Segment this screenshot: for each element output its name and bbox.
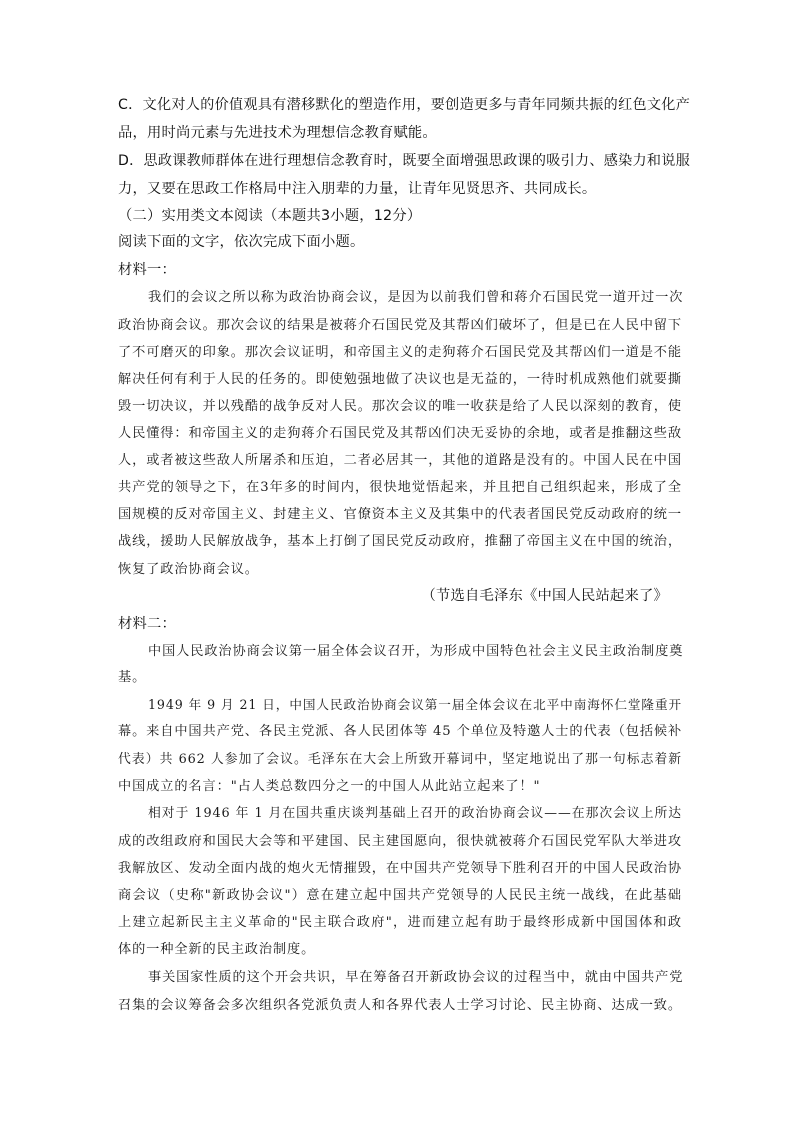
option-d-line-1: D．思政课教师群体在进行理想信念教育时，既要全面增强思政课的吸引力、感染力和说服 xyxy=(118,153,690,169)
material-2-line: 代表）共 662 人参加了会议。毛泽东在大会上所致开幕词中，坚定地说出了那一句标志着新 xyxy=(118,752,682,767)
material-2-line: 商会议（史称"新政协会议"）意在建立起中国共产党领导的人民民主统一战线，在此基础 xyxy=(118,888,682,903)
material-1-line: 毁一切决议，并以残酷的战争反对人民。那次会议的唯一收获是给了人民以深刻的教育，使 xyxy=(118,399,682,414)
material-1-line: 了不可磨灭的印象。那次会议证明，和帝国主义的走狗蒋介石国民党及其帮凶们一道是不能 xyxy=(118,345,682,360)
option-d-line-2: 力，又要在思政工作格局中注入朋辈的力量，让青年见贤思齐、共同成长。 xyxy=(118,181,597,197)
material-1-line: 人民懂得：和帝国主义的走狗蒋介石国民党及其帮凶们决无妥协的余地，或者是推翻这些敌 xyxy=(118,426,682,441)
material-1-line: 国规模的反对帝国主义、封建主义、官僚资本主义及其集中的代表者国民党反动政府的统一 xyxy=(118,507,682,522)
option-c-line-1: C．文化对人的价值观具有潜移默化的塑造作用，要创造更多与青年同频共振的红色文化产 xyxy=(118,97,690,113)
material-1-line: 恢复了政治协商会议。 xyxy=(118,562,259,577)
material-1-line: 政治协商会议。那次会议的结果是被蒋介石国民党及其帮凶们破坏了，但是已在人民中留下 xyxy=(118,318,682,333)
material-2-label: 材料二： xyxy=(118,616,176,632)
material-2-line: 召集的会议筹备会多次组织各党派负责人和各界代表人士学习讨论、民主协商、达成一致。 xyxy=(118,998,682,1013)
material-2-line: 中国人民政治协商会议第一届全体会议召开，为形成中国特色社会主义民主政治制度奠 xyxy=(148,644,684,659)
material-2-line: 相对于 1946 年 1 月在国共重庆谈判基础上召开的政治协商会议——在那次会议上所达 xyxy=(148,806,682,821)
material-2-line: 中国成立的名言："占人类总数四分之一的中国人从此站立起来了！" xyxy=(118,779,541,794)
section-instruction: 阅读下面的文字，依次完成下面小题。 xyxy=(118,234,365,250)
material-2-line: 上建立起新民主主义革命的"民主联合政府"，进而建立起有助于最终形成新中国国体和政 xyxy=(118,915,682,930)
option-c-line-2: 品，用时尚元素与先进技术为理想信念教育赋能。 xyxy=(118,125,437,141)
material-1-line: 战线，援助人民解放战争，基本上打倒了国民党反动政府，推翻了帝国主义在中国的统治， xyxy=(118,534,682,549)
material-2-line: 幕。来自中国共产党、各民主党派、各人民团体等 45 个单位及特邀人士的代表（包括候补 xyxy=(118,724,683,739)
material-1-label: 材料一： xyxy=(118,262,176,278)
section-title: （二）实用类文本阅读（本题共3小题，12分） xyxy=(118,208,422,224)
material-2-line: 我解放区、发动全面内战的炮火无情摧毁，在中国共产党领导下胜利召开的中国人民政治协 xyxy=(118,861,682,876)
material-2-line: 基。 xyxy=(118,670,147,685)
material-1-line: 共产党的领导之下，在3年多的时间内，很快地觉悟起来，并且把自己组织起来，形成了全 xyxy=(118,480,682,495)
material-2-line: 成的改组政府和国民大会等和平建国、民主建国愿向，很快就被蒋介石国民党军队大举进攻 xyxy=(118,834,682,849)
material-1-source: （节选自毛泽东《中国人民站起来了》 xyxy=(421,588,668,604)
material-2-line: 1949 年 9 月 21 日，中国人民政治协商会议第一届全体会议在北平中南海怀仁堂隆重开 xyxy=(148,697,682,712)
material-2-line: 事关国家性质的这个开会共识，早在筹备召开新政协会议的过程当中，就由中国共产党 xyxy=(148,970,684,985)
material-1-line: 我们的会议之所以称为政治协商会议，是因为以前我们曾和蒋介石国民党一道开过一次 xyxy=(148,290,684,305)
material-2-line: 体的一种全新的民主政治制度。 xyxy=(118,942,316,957)
material-1-line: 解决任何有利于人民的任务的。即使勉强地做了决议也是无益的，一待时机成熟他们就要撕 xyxy=(118,372,682,387)
material-1-line: 人，或者被这些敌人所屠杀和压迫，二者必居其一，其他的道路是没有的。中国人民在中国 xyxy=(118,453,682,468)
